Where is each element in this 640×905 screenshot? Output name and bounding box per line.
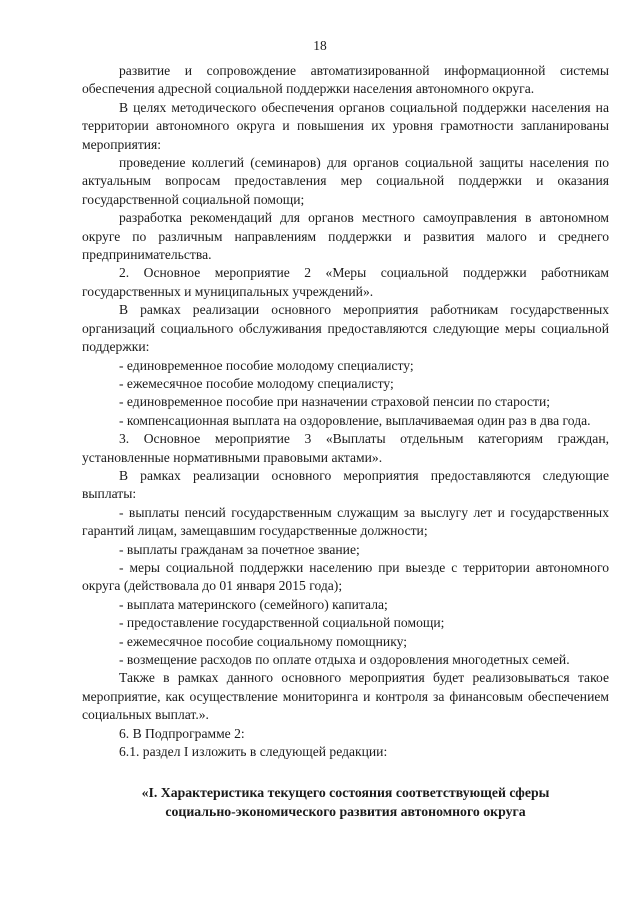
- list-item: - возмещение расходов по оплате отдыха и оздоровления многодетных семей.: [119, 652, 570, 667]
- list-item: - выплата материнского (семейного) капитала;: [119, 596, 388, 612]
- list-item: - выплаты гражданам за почетное звание;: [119, 541, 360, 557]
- list-item: - компенсационная выплата на оздоровление, выплачиваемая один раз в два года.: [119, 412, 591, 428]
- list-item: - единовременное пособие при назначении страховой пенсии по старости;: [119, 394, 551, 410]
- list-item: - ежемесячное пособие молодому специалисту;: [119, 375, 394, 391]
- paragraph: проведение коллегий (семинаров) для органов социальной защиты населения по актуальным вопросам предоставления мер социальной поддержки и оказания государственной социальной помощи;: [82, 155, 609, 207]
- paragraph: 3. Основное мероприятие 3 «Выплаты отдельным категориям граждан, установленные нормативными правовыми актами».: [82, 431, 609, 465]
- paragraph: В целях методического обеспечения органов социальной поддержки населения на территории автономного округа и повышения их уровня грамотности запланированы мероприятия:: [82, 99, 609, 152]
- section-heading: [82, 783, 609, 821]
- document-body: [82, 62, 609, 761]
- paragraph: 6.1. раздел I изложить в следующей редакции:: [119, 744, 388, 760]
- paragraph: развитие и сопровождение автоматизированной информационной системы обеспечения адресной социальной поддержки населения автономного округа.: [82, 63, 609, 97]
- list-item: - единовременное пособие молодому специалисту;: [119, 357, 414, 373]
- list-item: - ежемесячное пособие социальному помощнику;: [119, 633, 407, 649]
- paragraph: разработка рекомендаций для органов местного самоуправления в автономном округе по различным направлениям поддержки и развития малого и среднего предпринимательства.: [82, 210, 609, 263]
- section-heading-line: «I. Характеристика текущего состояния соответствующей сферы: [141, 785, 550, 800]
- list-item: - меры социальной поддержки населению при выезде с территории автономного округа (действовала до 01 января 2015 года);: [82, 559, 609, 594]
- paragraph: В рамках реализации основного мероприятия работникам государственных организаций социального обслуживания предоставляются следующие меры социальной поддержки:: [82, 302, 609, 355]
- paragraph: В рамках реализации основного мероприятия предоставляются следующие выплаты:: [82, 467, 609, 502]
- section-heading-line: социально-экономического развития автономного округа: [165, 804, 526, 819]
- paragraph: 6. В Подпрограмме 2:: [119, 725, 245, 741]
- list-item: - предоставление государственной социальной помощи;: [119, 615, 445, 631]
- paragraph: Также в рамках данного основного мероприятия будет реализовываться такое мероприятие, как осуществление мониторинга и контроля за финансовым обеспечением социальных выплат.».: [82, 670, 609, 723]
- paragraph: 2. Основное мероприятие 2 «Меры социальной поддержки работникам государственных и муниципальных учреждений».: [82, 265, 609, 299]
- page-number: 18: [313, 38, 327, 53]
- list-item: - выплаты пенсий государственным служащим за выслугу лет и государственных гарантий лицам, замещавшим государственные должности;: [82, 504, 609, 539]
